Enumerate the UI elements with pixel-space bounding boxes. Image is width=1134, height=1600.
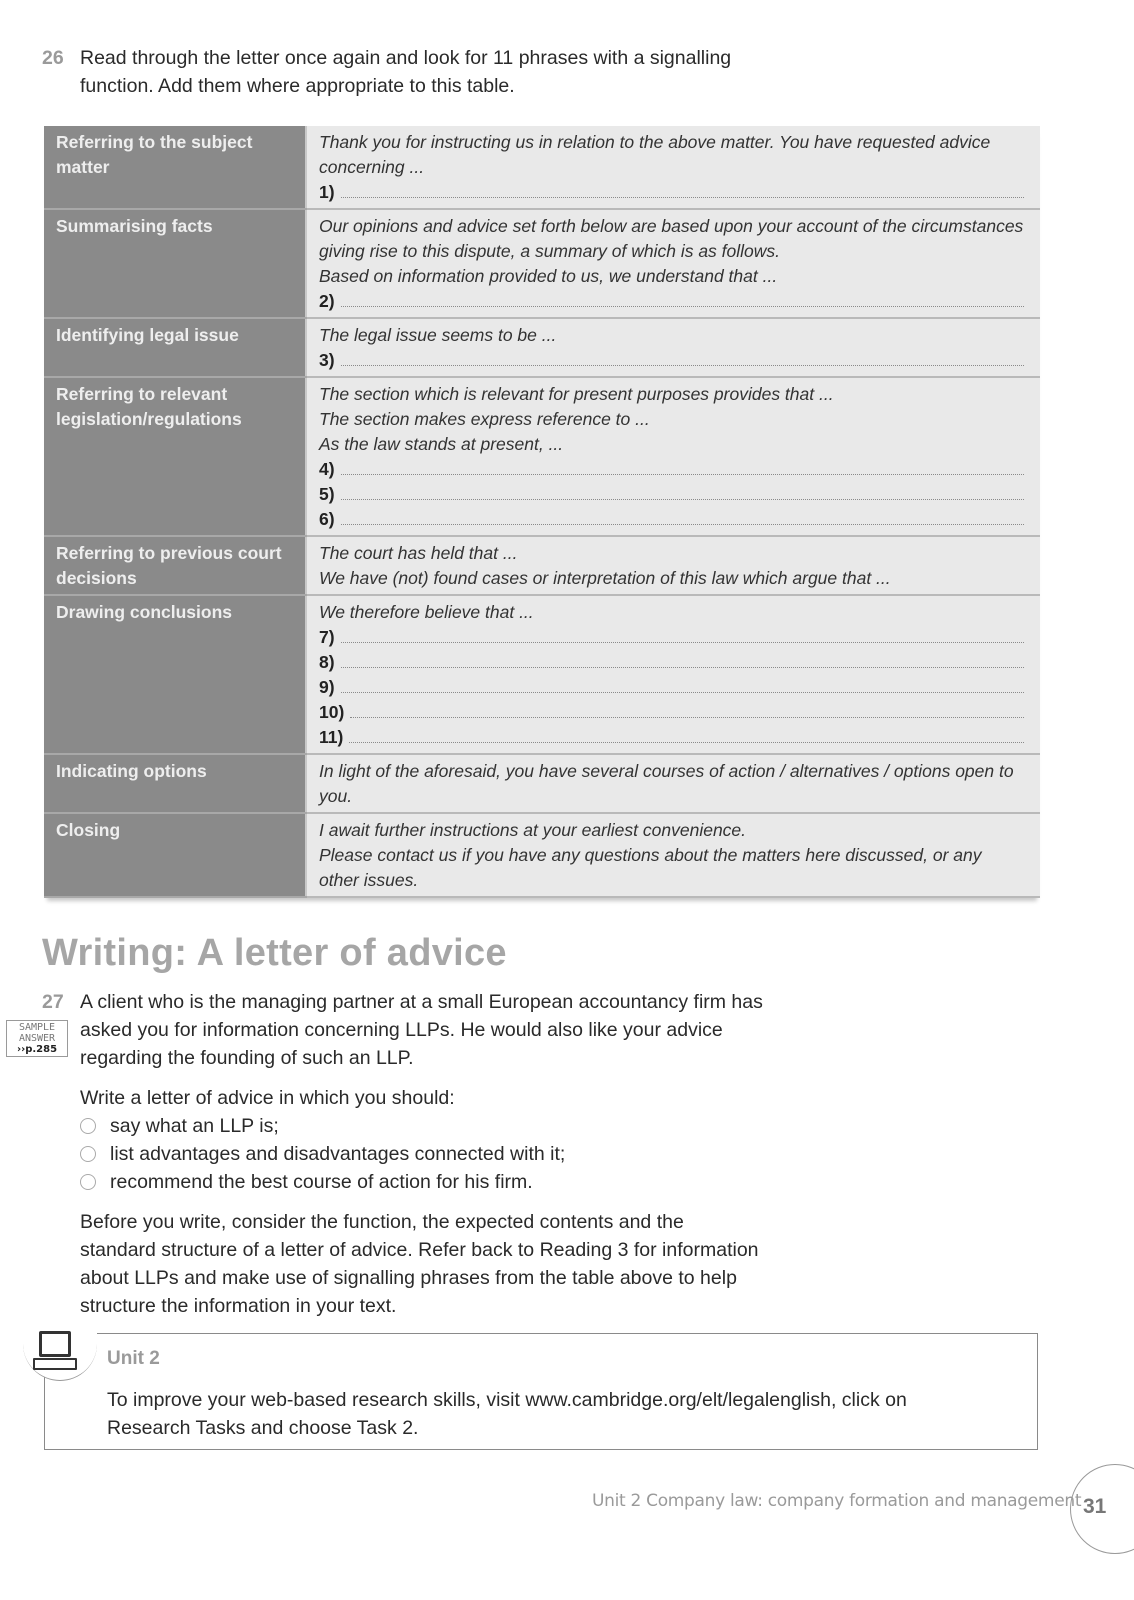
sample-answer-page-ref: ››p.285	[16, 1044, 58, 1055]
section-heading: Writing: A letter of advice	[42, 932, 507, 974]
answer-blank[interactable]	[319, 180, 1024, 205]
instruction-text: Write a letter of advice in which you should:	[80, 1087, 455, 1109]
phrase-text: The court has held that ...	[319, 543, 518, 563]
task-text-line: asked you for information concerning LLPs. He would also like your advice	[80, 1019, 723, 1041]
phrase-cell	[306, 209, 1040, 318]
paragraph-line: Before you write, consider the function, the expected contents and the	[80, 1211, 684, 1233]
blank-number: 7)	[319, 627, 335, 647]
paragraph-line: about LLPs and make use of signalling phrases from the table above to help	[80, 1267, 737, 1289]
task-text-line: A client who is the managing partner at a small European accountancy firm has	[80, 991, 763, 1013]
dotted-answer-line[interactable]	[350, 703, 1024, 718]
category-label: Summarising facts	[44, 209, 306, 318]
blank-number: 9)	[319, 677, 335, 697]
answer-blank[interactable]	[319, 457, 1024, 482]
answer-blank[interactable]	[319, 289, 1024, 314]
category-label: Referring to relevant legislation/regulations	[44, 377, 306, 536]
phrase-text: The section makes express reference to ...	[319, 409, 650, 429]
dotted-answer-line[interactable]	[341, 351, 1024, 366]
task-number: 26	[42, 47, 64, 69]
phrase-text: The section which is relevant for present purposes provides that ...	[319, 384, 834, 404]
table-row	[44, 209, 1040, 318]
answer-blank[interactable]	[319, 725, 1024, 750]
phrase-cell	[306, 318, 1040, 377]
dotted-answer-line[interactable]	[341, 653, 1024, 668]
table-row	[44, 377, 1040, 536]
box-text: To improve your web-based research skills, visit www.cambridge.org/elt/legalenglish, click on Research Tasks and choose Task 2.	[107, 1389, 907, 1439]
table-row	[44, 754, 1040, 813]
phrase-text: As the law stands at present, ...	[319, 434, 564, 454]
circle-bullet-icon	[80, 1146, 96, 1162]
blank-number: 5)	[319, 484, 335, 504]
phrase-text: Thank you for instructing us in relation to the above matter. You have requested advice concerning ...	[319, 132, 991, 177]
dotted-answer-line[interactable]	[349, 728, 1024, 743]
answer-blank[interactable]	[319, 700, 1024, 725]
task-text-line: Read through the letter once again and look for 11 phrases with a signalling	[80, 47, 732, 69]
answer-blank[interactable]	[319, 650, 1024, 675]
answer-blank[interactable]	[319, 348, 1024, 373]
phrase-cell	[306, 126, 1040, 209]
list-item: recommend the best course of action for his firm.	[80, 1168, 902, 1196]
phrase-text: The legal issue seems to be ...	[319, 325, 557, 345]
category-label: Drawing conclusions	[44, 595, 306, 754]
blank-number: 4)	[319, 459, 335, 479]
phrase-text: We therefore believe that ...	[319, 602, 534, 622]
circle-bullet-icon	[80, 1174, 96, 1190]
phrase-cell	[306, 595, 1040, 754]
phrase-text: We have (not) found cases or interpretation of this law which argue that ...	[319, 568, 891, 588]
category-label: Closing	[44, 813, 306, 897]
paragraph-line: structure the information in your text.	[80, 1295, 397, 1317]
list-item: list advantages and disadvantages connected with it;	[80, 1140, 902, 1168]
signalling-phrases-table	[44, 126, 1040, 898]
running-footer: Unit 2 Company law: company formation and management	[592, 1491, 1082, 1511]
phrase-cell	[306, 813, 1040, 897]
blank-number: 1)	[319, 182, 335, 202]
table-row	[44, 595, 1040, 754]
page-number: 31	[1070, 1464, 1134, 1554]
category-label: Identifying legal issue	[44, 318, 306, 377]
blank-number: 6)	[319, 509, 335, 529]
phrase-text: In light of the aforesaid, you have several courses of action / alternatives / options open to you.	[319, 761, 1014, 806]
phrase-text: Based on information provided to us, we understand that ...	[319, 266, 778, 286]
answer-blank[interactable]	[319, 507, 1024, 532]
task-text-line: regarding the founding of such an LLP.	[80, 1047, 414, 1069]
category-label: Referring to the subject matter	[44, 126, 306, 209]
category-label: Indicating options	[44, 754, 306, 813]
phrase-text: Please contact us if you have any questions about the matters here discussed, or any other issues.	[319, 845, 982, 890]
list-item: say what an LLP is;	[80, 1112, 902, 1140]
dotted-answer-line[interactable]	[341, 510, 1024, 525]
task-26	[42, 44, 731, 100]
phrase-cell	[306, 377, 1040, 536]
research-task-box	[44, 1333, 1038, 1450]
blank-number: 10)	[319, 702, 345, 722]
box-title: Unit 2	[107, 1348, 160, 1369]
dotted-answer-line[interactable]	[341, 485, 1024, 500]
dotted-answer-line[interactable]	[341, 460, 1024, 475]
task-27	[42, 988, 902, 1320]
sample-answer-badge[interactable]: SAMPLE ANSWER ››p.285	[6, 1020, 68, 1057]
table-row	[44, 126, 1040, 209]
phrase-cell	[306, 754, 1040, 813]
category-label: Referring to previous court decisions	[44, 536, 306, 595]
dotted-answer-line[interactable]	[341, 628, 1024, 643]
dotted-answer-line[interactable]	[341, 678, 1024, 693]
task-number: 27	[42, 991, 64, 1013]
answer-blank[interactable]	[319, 675, 1024, 700]
computer-icon	[23, 1328, 97, 1381]
paragraph-line: standard structure of a letter of advice. Refer back to Reading 3 for information	[80, 1239, 759, 1261]
phrase-cell	[306, 536, 1040, 595]
phrase-text: Our opinions and advice set forth below are based upon your account of the circumstances giving rise to this dispute, a summary of which is as follows.	[319, 216, 1024, 261]
bullet-list	[42, 1112, 902, 1196]
answer-blank[interactable]	[319, 482, 1024, 507]
dotted-answer-line[interactable]	[341, 183, 1024, 198]
dotted-answer-line[interactable]	[341, 292, 1024, 307]
table-row	[44, 536, 1040, 595]
phrase-text: I await further instructions at your earliest convenience.	[319, 820, 747, 840]
blank-number: 8)	[319, 652, 335, 672]
answer-blank[interactable]	[319, 625, 1024, 650]
circle-bullet-icon	[80, 1118, 96, 1134]
blank-number: 2)	[319, 291, 335, 311]
table-row	[44, 318, 1040, 377]
blank-number: 3)	[319, 350, 335, 370]
table-row	[44, 813, 1040, 897]
blank-number: 11)	[319, 727, 344, 747]
task-text-line: function. Add them where appropriate to this table.	[80, 75, 515, 97]
